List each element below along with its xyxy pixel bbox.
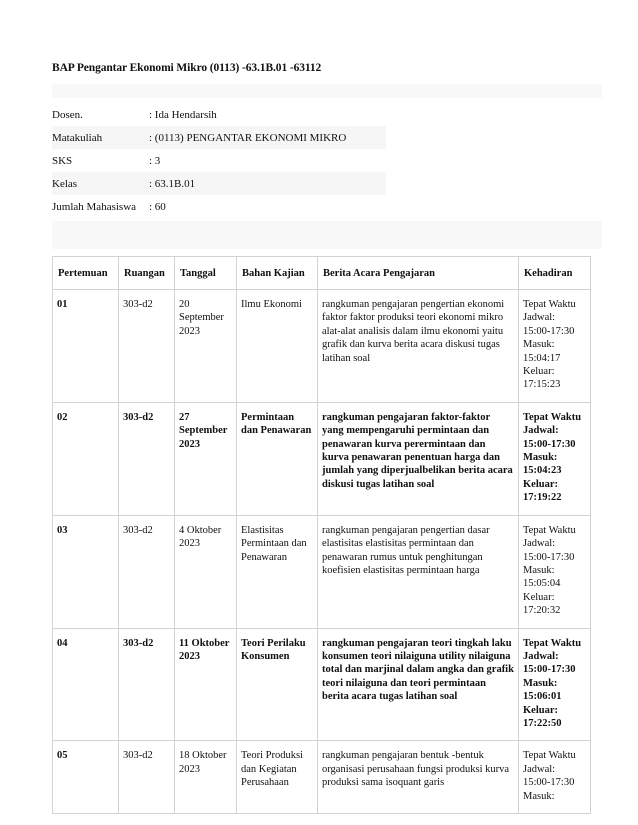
cell-ruangan: 303-d2 (119, 515, 175, 628)
cell-bahan-kajian: Permintaan dan Penawaran (237, 402, 318, 515)
kehadiran-status: Tepat Waktu (523, 299, 576, 310)
cell-berita-acara: rangkuman pengajaran bentuk -bentuk organisasi perusahaan fungsi produksi kurva produksi sama isoquant garis (318, 741, 519, 814)
cell-tanggal: 20 September 2023 (175, 290, 237, 403)
kehadiran-jadwal-label: Jadwal: (523, 425, 559, 437)
cell-berita-acara: rangkuman pengajaran faktor-faktor yang mempengaruhi permintaan dan penawaran kurva perermintaan dan kurva penawaran penentuan harga dan jumlah yang diperjualbelikan berita acara diskusi tugas latihan soal (318, 402, 519, 515)
kehadiran-status: Tepat Waktu (523, 750, 576, 762)
header-bahan-kajian: Bahan Kajian (237, 257, 318, 290)
cell-pertemuan: 01 (53, 290, 119, 403)
info-label: Dosen. (52, 108, 83, 121)
header-ruangan: Ruangan (119, 257, 175, 290)
header-band (52, 84, 602, 98)
kehadiran-status: Tepat Waktu (523, 637, 582, 649)
cell-ruangan: 303-d2 (119, 290, 175, 403)
table-row (53, 515, 591, 628)
cell-ruangan: 303-d2 (119, 741, 175, 814)
info-row-sks (52, 149, 386, 172)
info-label: Jumlah Mahasiswa (52, 200, 137, 213)
kehadiran-jadwal-label: Jadwal: (523, 763, 556, 775)
info-value: : 3 (149, 154, 161, 167)
kehadiran-masuk-label: Masuk: (523, 677, 558, 689)
cell-bahan-kajian: Teori Perilaku Konsumen (237, 628, 318, 741)
cell-tanggal: 27 September 2023 (175, 402, 237, 515)
kehadiran-jadwal-label: Jadwal: (523, 312, 556, 324)
cell-ruangan: 303-d2 (119, 628, 175, 741)
cell-kehadiran (519, 628, 591, 741)
cell-ruangan: 303-d2 (119, 402, 175, 515)
table-row (53, 741, 591, 814)
cell-bahan-kajian: Teori Produksi dan Kegiatan Perusahaan (237, 741, 318, 814)
cell-kehadiran (519, 515, 591, 628)
kehadiran-jadwal: 15:00-17:30 (523, 664, 576, 676)
cell-berita-acara: rangkuman pengajaran pengertian dasar elastisitas elastisitas permintaan dan penawaran rumus untuk penghitungan koefisien elastisitas permintaan harga (318, 515, 519, 628)
cell-bahan-kajian: Ilmu Ekonomi (237, 290, 318, 403)
cell-tanggal: 4 Oktober 2023 (175, 515, 237, 628)
cell-pertemuan: 03 (53, 515, 119, 628)
info-row-dosen (52, 103, 386, 126)
table-row (53, 290, 591, 403)
kehadiran-keluar-label: Keluar: (523, 478, 558, 490)
kehadiran-keluar: 17:20:32 (523, 605, 561, 617)
kehadiran-keluar-label: Keluar: (523, 591, 555, 603)
kehadiran-masuk-label: Masuk: (523, 452, 558, 464)
table-row (53, 628, 591, 741)
info-value: : (0113) PENGANTAR EKONOMI MIKRO (149, 131, 347, 144)
cell-tanggal: 11 Oktober 2023 (175, 628, 237, 741)
kehadiran-masuk-label: Masuk: (523, 339, 555, 351)
header-kehadiran: Kehadiran (519, 257, 591, 290)
kehadiran-jadwal: 15:00-17:30 (523, 777, 575, 789)
kehadiran-jadwal: 15:00-17:30 (523, 551, 575, 563)
info-row-kelas (52, 172, 386, 195)
cell-kehadiran (519, 290, 591, 403)
kehadiran-jadwal-label: Jadwal: (523, 538, 556, 550)
kehadiran-keluar: 17:22:50 (523, 717, 562, 729)
kehadiran-keluar-label: Keluar: (523, 704, 558, 716)
kehadiran-keluar: 17:15:23 (523, 379, 561, 391)
info-value: : 60 (149, 200, 166, 213)
cell-berita-acara: rangkuman pengajaran pengertian ekonomi faktor faktor produksi teori ekonomi mikro alat-alat analisis dalam ilmu ekonomi yaitu grafik dan kurva berita acara diskusi tugas latihan soal (318, 290, 519, 403)
info-row-matakuliah (52, 126, 386, 149)
info-label: SKS (52, 154, 73, 167)
cell-pertemuan: 02 (53, 402, 119, 515)
cell-tanggal: 18 Oktober 2023 (175, 741, 237, 814)
cell-kehadiran (519, 741, 591, 814)
cell-pertemuan: 04 (53, 628, 119, 741)
kehadiran-status: Tepat Waktu (523, 411, 582, 423)
info-label: Kelas (52, 177, 78, 190)
table-row (53, 402, 591, 515)
kehadiran-masuk: 15:06:01 (523, 691, 562, 703)
header-tanggal: Tanggal (175, 257, 237, 290)
header-pertemuan: Pertemuan (53, 257, 119, 290)
info-label: Matakuliah (52, 131, 103, 144)
kehadiran-status: Tepat Waktu (523, 524, 576, 536)
course-info (52, 103, 386, 218)
cell-kehadiran (519, 402, 591, 515)
table-header-row (53, 257, 591, 290)
document-title: BAP Pengantar Ekonomi Mikro (0113) -63.1B.01 -63112 (52, 62, 322, 74)
kehadiran-masuk: 15:04:17 (523, 352, 561, 364)
kehadiran-jadwal: 15:00-17:30 (523, 438, 576, 450)
info-value: : 63.1B.01 (149, 177, 196, 190)
kehadiran-keluar: 17:19:22 (523, 492, 562, 504)
kehadiran-keluar-label: Keluar: (523, 366, 555, 378)
kehadiran-jadwal-label: Jadwal: (523, 650, 559, 662)
kehadiran-jadwal: 15:00-17:30 (523, 325, 575, 337)
cell-berita-acara: rangkuman pengajaran teori tingkah laku konsumen teori nilaiguna utility nilaiguna total dan marjinal dalam angka dan grafik teori nilaiguna dan teori permintaan berita acara tugas latihan soal (318, 628, 519, 741)
kehadiran-masuk: 15:04:23 (523, 465, 562, 477)
kehadiran-masuk-label: Masuk: (523, 564, 555, 576)
section-band (52, 221, 602, 249)
info-row-jumlah-mahasiswa (52, 195, 386, 218)
cell-bahan-kajian: Elastisitas Permintaan dan Penawaran (237, 515, 318, 628)
cell-pertemuan: 05 (53, 741, 119, 814)
kehadiran-masuk: 15:05:04 (523, 578, 561, 590)
header-berita-acara: Berita Acara Pengajaran (318, 257, 519, 290)
attendance-table (52, 256, 591, 814)
kehadiran-masuk-label: Masuk: (523, 790, 555, 802)
info-value: : Ida Hendarsih (149, 108, 217, 121)
attendance-table-wrapper (52, 256, 592, 825)
